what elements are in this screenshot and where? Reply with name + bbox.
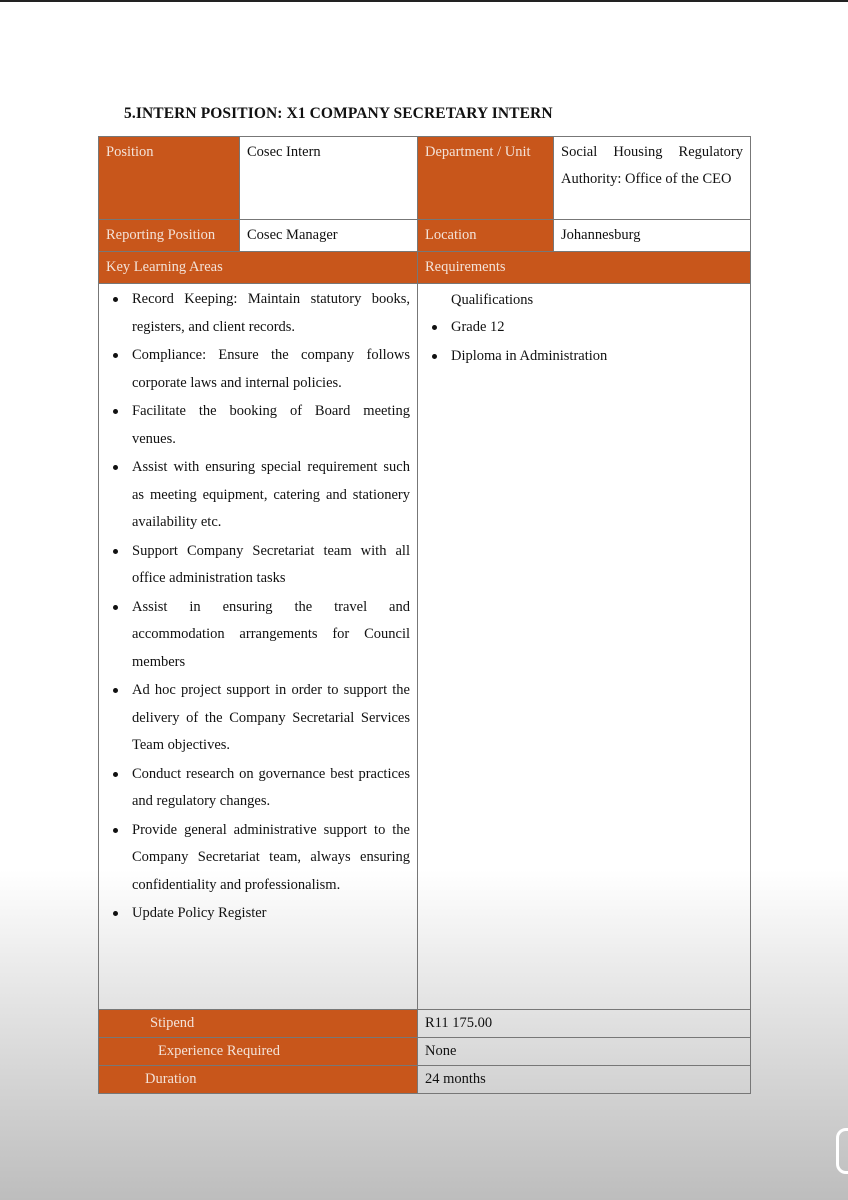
duration-label: Duration [99, 1066, 418, 1094]
list-item: Record Keeping: Maintain statutory books, registers, and client records. [132, 286, 410, 341]
stipend-label: Stipend [99, 1010, 418, 1038]
reporting-position-label: Reporting Position [99, 220, 240, 252]
duration-value: 24 months [418, 1066, 751, 1094]
list-item: Conduct research on governance best practices and regulatory changes. [132, 761, 410, 816]
requirements-cell [418, 284, 751, 1010]
corner-overlay-icon [836, 1128, 848, 1174]
key-learning-areas-cell [99, 284, 418, 1010]
reporting-position-value: Cosec Manager [240, 220, 418, 252]
department-label: Department / Unit [418, 137, 554, 220]
list-item: Ad hoc project support in order to support the delivery of the Company Secretarial Services Team objectives. [132, 677, 410, 760]
list-item: Support Company Secretariat team with all office administration tasks [132, 538, 410, 593]
list-item: Assist in ensuring the travel and accommodation arrangements for Council members [132, 594, 410, 677]
position-label: Position [99, 137, 240, 220]
list-item: Grade 12 [451, 314, 743, 342]
position-value: Cosec Intern [240, 137, 418, 220]
stipend-value: R11 175.00 [418, 1010, 751, 1038]
list-item: Facilitate the booking of Board meeting venues. [132, 398, 410, 453]
experience-label: Experience Required [99, 1038, 418, 1066]
requirements-header: Requirements [418, 252, 751, 284]
experience-value: None [418, 1038, 751, 1066]
top-border-line [0, 0, 848, 2]
list-item: Compliance: Ensure the company follows corporate laws and internal policies. [132, 342, 410, 397]
location-value: Johannesburg [554, 220, 751, 252]
position-table [98, 136, 751, 1094]
department-value: Social Housing Regulatory Authority: Office of the CEO [554, 137, 751, 220]
requirements-list [425, 314, 743, 370]
list-item: Assist with ensuring special requirement such as meeting equipment, catering and stationery availability etc. [132, 454, 410, 537]
page-heading: 5.INTERN POSITION: X1 COMPANY SECRETARY INTERN [124, 105, 553, 122]
key-learning-areas-list [106, 286, 410, 928]
list-item: Diploma in Administration [451, 343, 743, 371]
location-label: Location [418, 220, 554, 252]
list-item: Update Policy Register [132, 900, 410, 928]
qualifications-label: Qualifications [451, 292, 534, 308]
key-learning-areas-header: Key Learning Areas [99, 252, 418, 284]
list-item: Provide general administrative support to the Company Secretariat team, always ensuring confidentiality and professionalism. [132, 817, 410, 900]
